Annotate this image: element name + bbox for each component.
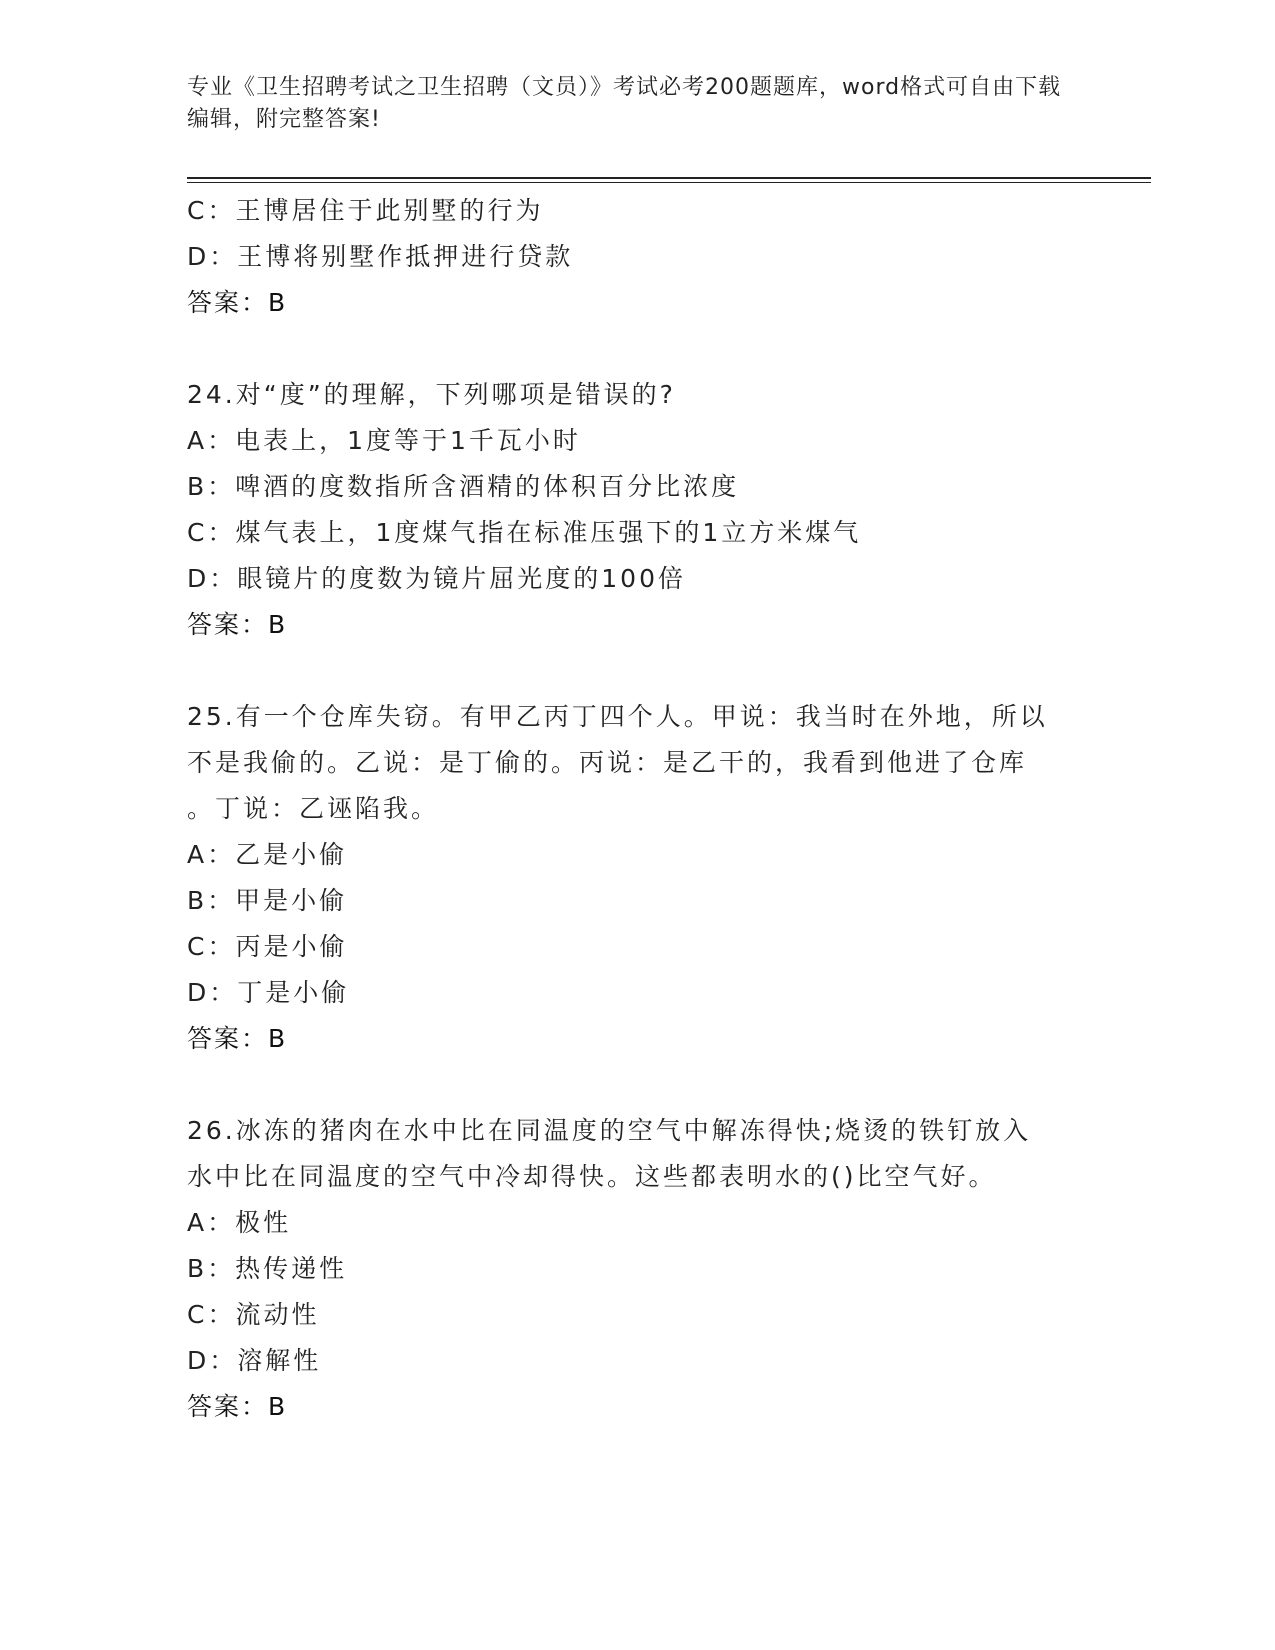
question-24	[187, 372, 1087, 648]
answer-line: 答案：B	[187, 610, 288, 639]
option-c: C：王博居住于此别墅的行为	[187, 196, 544, 225]
option-d: D：王博将别墅作抵押进行贷款	[187, 242, 574, 271]
question-text-line: 25.有一个仓库失窃。有甲乙丙丁四个人。甲说：我当时在外地，所以	[187, 702, 1048, 731]
answer-line: 答案：B	[187, 1392, 288, 1421]
answer-line: 答案：B	[187, 1024, 288, 1053]
question-text-line: 水中比在同温度的空气中冷却得快。这些都表明水的()比空气好。	[187, 1162, 997, 1191]
option-d: D：溶解性	[187, 1346, 322, 1375]
option-b: B：甲是小偷	[187, 886, 348, 915]
option-c: C：丙是小偷	[187, 932, 348, 961]
continued-question	[187, 188, 1087, 326]
question-text: 24.对“度”的理解，下列哪项是错误的?	[187, 380, 676, 409]
option-c: C：流动性	[187, 1300, 320, 1329]
answer-line: 答案：B	[187, 288, 288, 317]
option-a: A：极性	[187, 1208, 292, 1237]
option-d: D：眼镜片的度数为镜片屈光度的100倍	[187, 564, 686, 593]
option-b: B：热传递性	[187, 1254, 348, 1283]
document-header: 专业《卫生招聘考试之卫生招聘（文员）》考试必考200题题库，word格式可自由下载编辑，附完整答案!	[187, 75, 1062, 132]
option-d: D：丁是小偷	[187, 978, 350, 1007]
option-a: A：乙是小偷	[187, 840, 348, 869]
header-rule-thick	[187, 177, 1151, 179]
question-text-line: 不是我偷的。乙说：是丁偷的。丙说：是乙干的，我看到他进了仓库	[187, 748, 1028, 777]
document-body	[187, 188, 1087, 1430]
option-a: A：电表上，1度等于1千瓦小时	[187, 426, 581, 455]
question-25	[187, 694, 1087, 1062]
header-rule-thin	[187, 182, 1151, 183]
question-text-line: 。丁说：乙诬陷我。	[187, 794, 440, 823]
question-text-line: 26.冰冻的猪肉在水中比在同温度的空气中解冻得快;烧烫的铁钉放入	[187, 1116, 1032, 1145]
option-b: B：啤酒的度数指所含酒精的体积百分比浓度	[187, 472, 740, 501]
question-26	[187, 1108, 1087, 1430]
option-c: C：煤气表上，1度煤气指在标准压强下的1立方米煤气	[187, 518, 862, 547]
